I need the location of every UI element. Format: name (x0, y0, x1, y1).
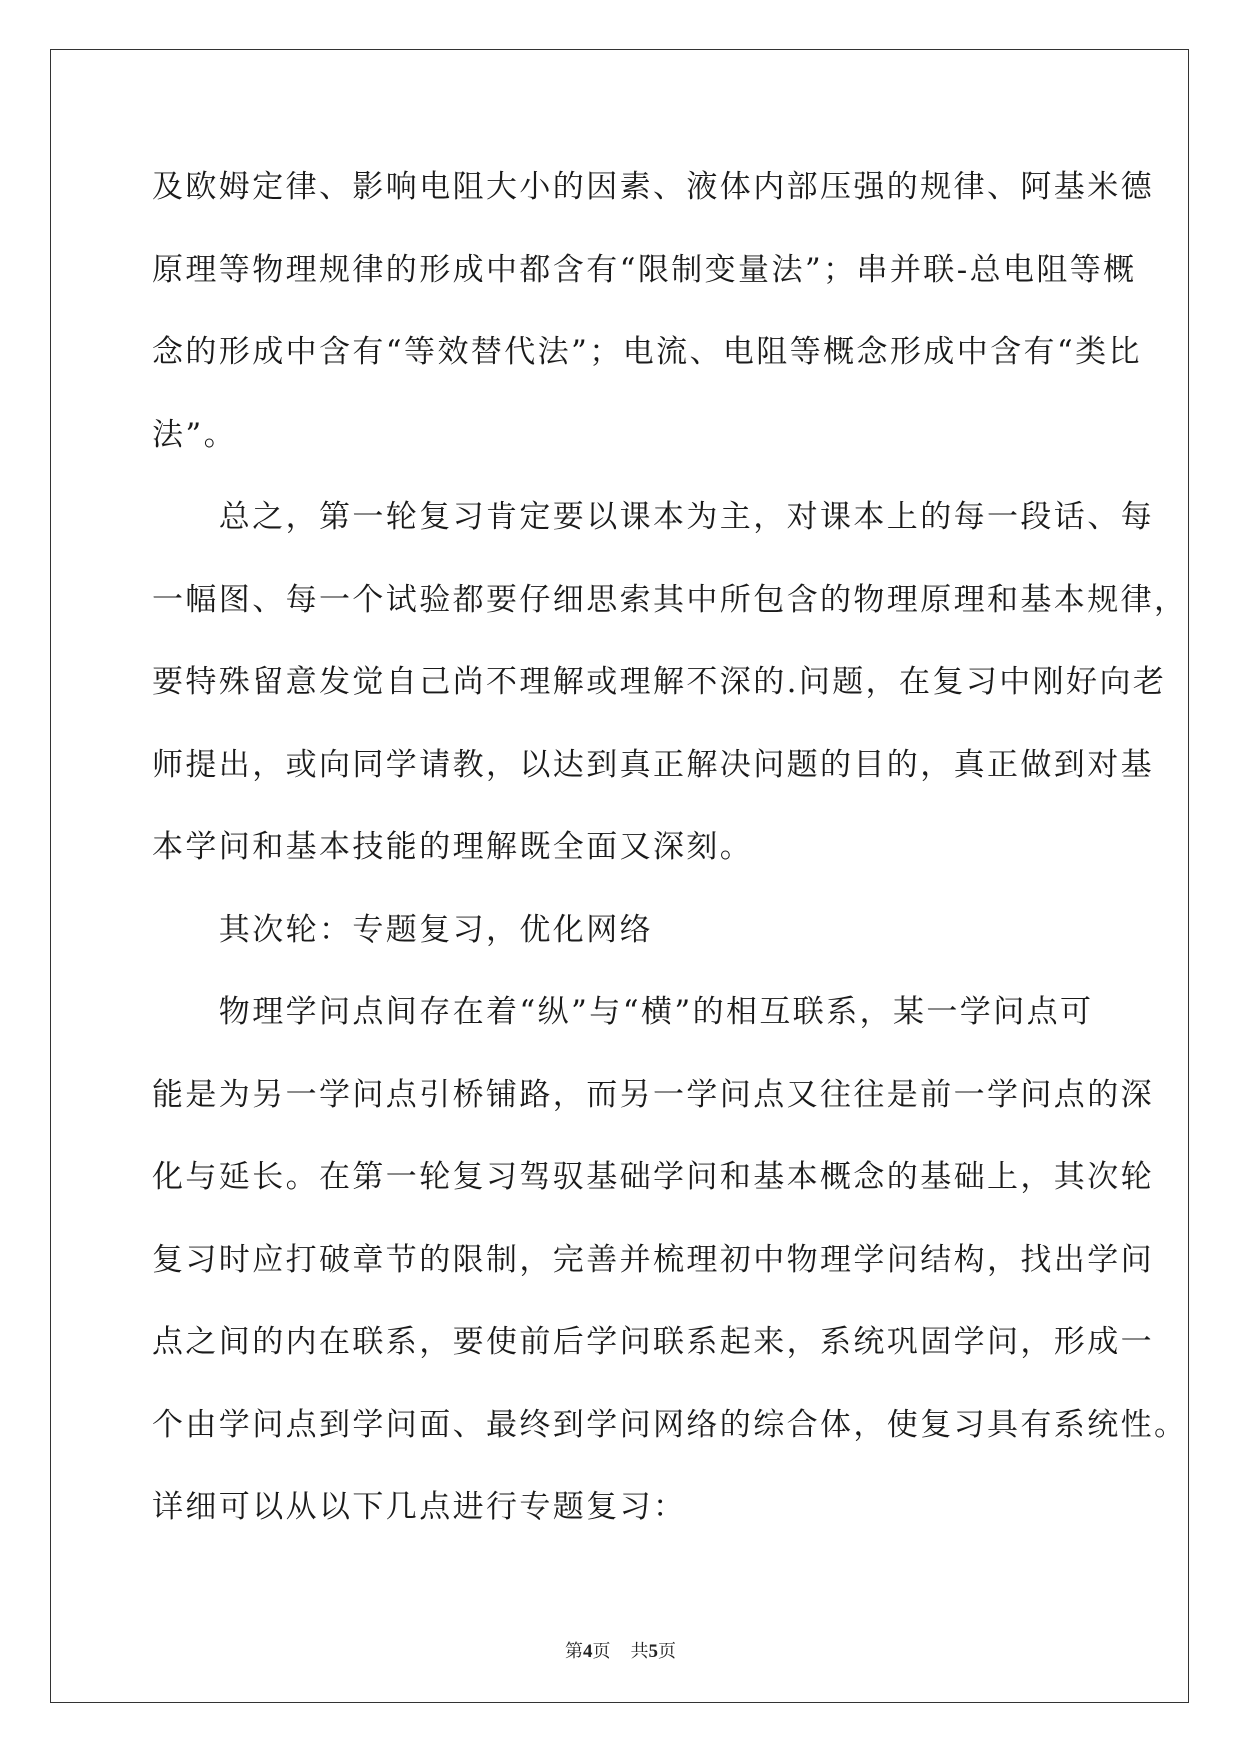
page-footer (0, 1637, 1241, 1663)
text-line: 能是为另一学问点引桥铺路，而另一学问点又往往是前一学问点的深 (152, 1076, 1154, 1113)
text-line: 要特殊留意发觉自己尚不理解或理解不深的.问题，在复习中刚好向老 (152, 664, 1167, 700)
text-line: 师提出，或向同学请教，以达到真正解决问题的目的，真正做到对基 (152, 746, 1154, 783)
text-line: 原理等物理规律的形成中都含有“限制变量法”；串并联-总电阻等概 (152, 251, 1137, 288)
section-heading: 其次轮：专题复习，优化网络 (152, 911, 653, 948)
text-line: 点之间的内在联系，要使前后学问联系起来，系统巩固学问，形成一 (152, 1324, 1154, 1360)
text-line: 及欧姆定律、影响电阻大小的因素、液体内部压强的规律、阿基米德 (152, 169, 1154, 205)
page-current-number: 4 (583, 1641, 593, 1662)
text-line: 复习时应打破章节的限制，完善并梳理初中物理学问结构，找出学问 (152, 1241, 1154, 1278)
text-line: 念的形成中含有“等效替代法”；电流、电阻等概念形成中含有“类比 (152, 334, 1142, 370)
total-prefix: 共 (630, 1641, 649, 1662)
text-line: 法”。 (152, 416, 238, 453)
document-body (152, 160, 1188, 1563)
text-line: 物理学问点间存在着“纵”与“横”的相互联系，某一学问点可 (152, 994, 1094, 1030)
text-line: 一幅图、每一个试验都要仔细思索其中所包含的物理原理和基本规律， (152, 581, 1188, 618)
page-suffix: 页 (592, 1641, 611, 1662)
text-line: 总之，第一轮复习肯定要以课本为主，对课本上的每一段话、每 (152, 499, 1154, 535)
page-prefix: 第 (565, 1641, 583, 1662)
text-line: 本学问和基本技能的理解既全面又深刻。 (152, 829, 754, 865)
text-line: 详细可以从以下几点进行专题复习： (152, 1489, 687, 1525)
page-total-number: 5 (648, 1641, 658, 1662)
text-line: 化与延长。在第一轮复习驾驭基础学问和基本概念的基础上，其次轮 (152, 1159, 1154, 1195)
text-line: 个由学问点到学问面、最终到学问网络的综合体，使复习具有系统性。 (152, 1406, 1188, 1443)
total-suffix: 页 (658, 1641, 676, 1662)
